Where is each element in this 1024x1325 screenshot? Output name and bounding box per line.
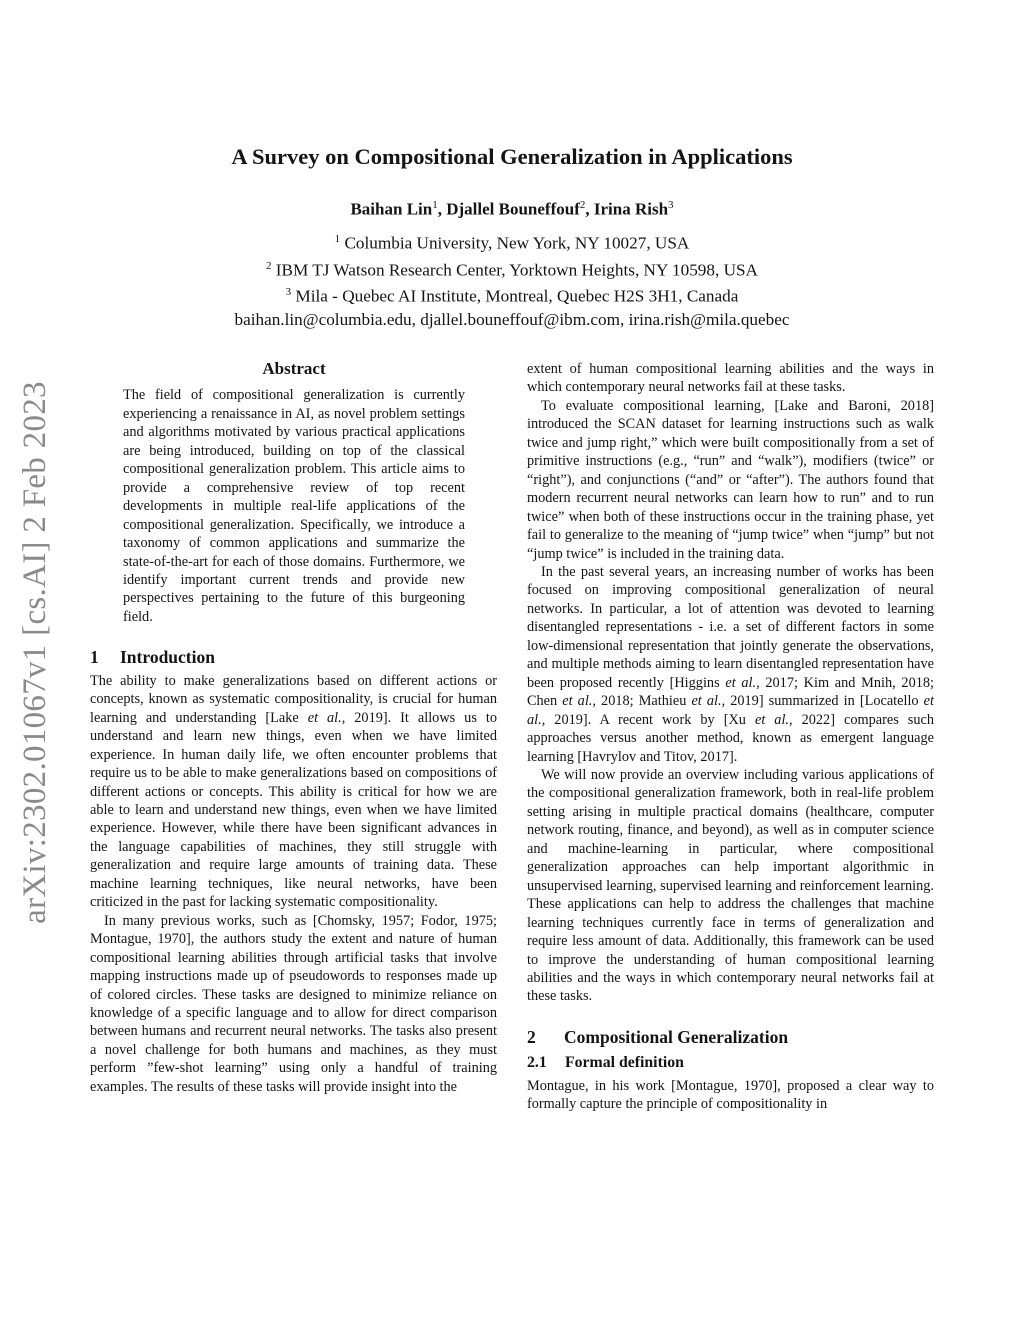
intro-paragraph-2-continued: extent of human compositional learning abilities and the ways in which contemporary neural networks fail at these tasks. bbox=[527, 361, 934, 396]
abstract-text: The field of compositional generalization is currently experiencing a renaissance in AI, as novel problem settings and algorithms motivated by various practical applications are being introduced, building on top of the classical compositional generalization problem. This article aims to provide a comprehensive review of top recent developments in multiple real-life applications of the compositional generalization. Specifically, we introduce a taxonomy of common applications and summarize the state-of-the-art for each of those domains. Furthermore, we identify important current trends and provide new perspectives pertaining to the future of this burgeoning field. bbox=[123, 387, 465, 625]
text-run-italic: et al. bbox=[307, 709, 342, 726]
text-run-italic: et al. bbox=[562, 693, 593, 710]
author-affiliation-mark: 2 bbox=[579, 199, 586, 211]
affiliation-line bbox=[0, 281, 1024, 308]
section-number: 1 bbox=[90, 647, 99, 668]
right-column bbox=[527, 360, 934, 1114]
author-emails: baihan.lin@columbia.edu, djallel.bouneffouf@ibm.com, irina.rish@mila.quebec bbox=[234, 310, 790, 330]
author-affiliation-mark: 1 bbox=[432, 199, 438, 211]
text-run: , 2018; Mathieu bbox=[592, 693, 692, 710]
intro-paragraph-5: We will now provide an overview including various applications of the compositional generalization framework, both in real-life problem setting arising in multiple practical domains (healthcare, computer network routing, finance, and beyond), as well as in computer science and machine-learning in particular, where compositional generalization approaches can help important algorithmic in unsupervised learning, supervised learning and reinforcement learning. These applications can help to address the challenges that machine learning techniques currently face in terms of generalization and require less amount of data. Additionally, this framework can be used to improve the understanding of human compositional learning abilities and the ways in which contemporary neural networks fail at these tasks. bbox=[527, 766, 934, 1005]
author-name: Djallel Bouneffouf bbox=[446, 199, 580, 219]
text-run: In the past several years, an increasing number of works has been focused on improving compositional generalization of neural networks. In particular, a lot of attention was devoted to learning disentangled representations - i.e. a set of different factors in some low-dimensional representation that jointly generate the observations, and multiple methods aiming to learn disentangled representation have been proposed recently [Higgins bbox=[527, 563, 934, 691]
affiliation-line bbox=[0, 255, 1024, 282]
author-name: Baihan Lin bbox=[350, 199, 433, 219]
affiliation-mark: 2 bbox=[266, 259, 272, 272]
intro-paragraph-3: To evaluate compositional learning, [Lake and Baroni, 2018] introduced the SCAN dataset for learning instructions such as walk twice and jump right,” which were built compositionally from a set of primitive instructions (e.g., “run” and “walk”), modifiers (twice” or “right”), and conjunctions (“and” or “after”). The authors found that modern recurrent neural networks can learn how to run” and to run twice” when both of these instructions occur in the training phase, yet fail to generalize to the meaning of “jump twice” when “jump” but not “jump twice” is included in the training data. bbox=[527, 397, 934, 562]
abstract-heading: Abstract bbox=[262, 359, 326, 378]
section-heading-introduction bbox=[90, 648, 497, 666]
affiliation-list bbox=[0, 228, 1024, 331]
subsection-heading-formal-definition bbox=[527, 1054, 934, 1072]
section-number: 2 bbox=[527, 1026, 536, 1047]
intro-paragraph-4 bbox=[527, 563, 934, 766]
text-run: , 2019] summarized in [Locatello bbox=[721, 693, 924, 710]
text-run: The ability to make generalizations based on different actions or concepts, known as systematic compositionality, is crucial for human learning and understanding [Lake bbox=[90, 672, 497, 726]
section-title: Introduction bbox=[120, 647, 215, 668]
author-list bbox=[0, 199, 1024, 220]
author-name: Irina Rish bbox=[593, 199, 669, 219]
paper-title: A Survey on Compositional Generalization in Applications bbox=[231, 144, 793, 169]
affiliation-text: IBM TJ Watson Research Center, Yorktown Heights, NY 10598, USA bbox=[271, 260, 758, 280]
intro-paragraph-2: In many previous works, such as [Chomsky, 1957; Fodor, 1975; Montague, 1970], the authors study the extent and nature of human compositional learning abilities through artificial tasks that involve mapping instructions made up of pseudowords to responses made up of colored circles. These tasks are designed to minimize reliance on knowledge of a specific language and to allow for direct comparison between humans and recurrent neural networks. The tasks also present a novel challenge for both humans and machines, as they must perform ”few-shot learning” using only a handful of training examples. The results of these tasks will provide insight into the bbox=[90, 912, 497, 1095]
author-affiliation-mark: 3 bbox=[668, 199, 674, 211]
text-run-italic: et al. bbox=[527, 693, 934, 728]
subsection-number: 2.1 bbox=[527, 1054, 547, 1072]
text-run: , 2017; Kim and Mnih, 2018; Chen bbox=[527, 674, 934, 710]
affiliation-text: Mila - Quebec AI Institute, Montreal, Quebec H2S 3H1, Canada bbox=[291, 287, 739, 307]
section-title: Compositional Generalization bbox=[564, 1026, 789, 1047]
author-separator: , bbox=[585, 199, 594, 219]
arxiv-identifier: arXiv:2302.01067v1 [cs.AI] 2 Feb 2023 bbox=[16, 381, 53, 924]
section-heading-compositional-generalization bbox=[527, 1028, 934, 1046]
affiliation-mark: 3 bbox=[285, 286, 292, 299]
abstract bbox=[90, 360, 497, 626]
left-column bbox=[90, 360, 497, 1096]
text-run-italic: et al. bbox=[754, 711, 790, 728]
affiliation-text: Columbia University, New York, NY 10027, USA bbox=[340, 233, 690, 253]
section2-paragraph-1: Montague, in his work [Montague, 1970], proposed a clear way to formally capture the principle of compositionality in bbox=[527, 1077, 934, 1113]
intro-paragraph-1 bbox=[90, 672, 497, 912]
text-run: , 2019]. It allows us to understand and learn new things, even when we have limited experience. In human daily life, we often encounter problems that require us to be able to make generalizations based on compositions of different actions or concepts. This ability is critical for how we are able to learn and understand new things, even when we have limited experience. However, while there have been significant advances in the language capabilities of machines, they still struggle with generalization and require large amounts of training data. These machine learning techniques, like neural networks, have been criticized in the past for lacking systematic compositionality. bbox=[90, 709, 497, 911]
text-run-italic: et al. bbox=[725, 674, 757, 691]
text-run: , 2019]. A recent work by [Xu bbox=[541, 711, 755, 728]
subsection-title: Formal definition bbox=[565, 1054, 684, 1072]
affiliation-line bbox=[0, 228, 1024, 255]
affiliation-mark: 1 bbox=[334, 233, 341, 245]
arxiv-stamp-area bbox=[5, 375, 65, 930]
text-run-italic: et al. bbox=[691, 693, 722, 710]
author-separator: , bbox=[437, 199, 447, 219]
text-run: , 2022] compares such approaches versus another method, known as emergent language learning [Havrylov and Titov, 2017]. bbox=[527, 711, 935, 765]
